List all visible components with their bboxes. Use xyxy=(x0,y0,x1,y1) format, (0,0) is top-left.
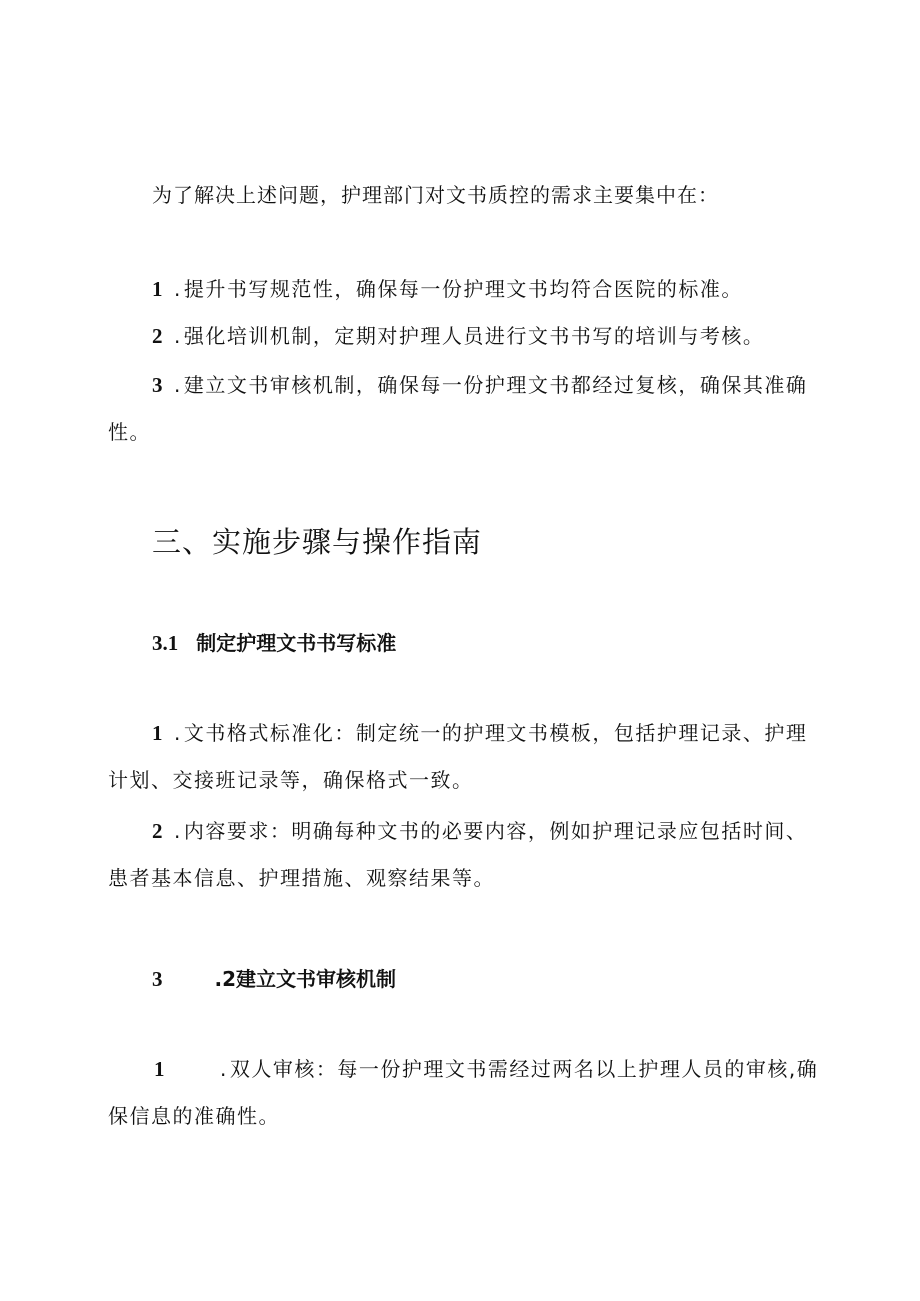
item-text: 双人审核：每一份护理文书需经过两名以上护理人员的审核,确保信息的准确性。 xyxy=(108,1057,819,1128)
item-text: 提升书写规范性，确保每一份护理文书均符合医院的标准。 xyxy=(183,277,743,301)
section-title: 三、实施步骤与操作指南 xyxy=(152,525,483,559)
subsection-title-3-1 xyxy=(152,628,396,658)
standard-item-1: 1 . 文书格式标准化：制定统一的护理文书模板，包括护理记录、护理计划、交接班记录等，确保格式一致。 xyxy=(108,710,828,804)
item-number: 2 xyxy=(152,819,164,843)
standard-item-2: 2 . 内容要求：明确每种文书的必要内容，例如护理记录应包括时间、患者基本信息、护理措施、观察结果等。 xyxy=(108,808,828,902)
subsection-heading: 制定护理文书书写标准 xyxy=(196,631,397,655)
need-item-3: 3 . 建立文书审核机制，确保每一份护理文书都经过复核，确保其准确性。 xyxy=(108,362,828,456)
item-number: 3 xyxy=(152,373,164,397)
item-text: 内容要求：明确每种文书的必要内容，例如护理记录应包括时间、患者基本信息、护理措施、观察结果等。 xyxy=(108,819,808,890)
subsection-number: 3 xyxy=(152,967,163,991)
item-number: 1 xyxy=(152,277,164,301)
item-number: 2 xyxy=(152,324,164,348)
review-item-1: 1 . 双人审核：每一份护理文书需经过两名以上护理人员的审核,确保信息的准确性。 xyxy=(108,1046,828,1140)
need-item-1: 1 . 提升书写规范性，确保每一份护理文书均符合医院的标准。 xyxy=(108,266,828,313)
item-number: 1 xyxy=(154,1057,166,1081)
item-text: 强化培训机制，定期对护理人员进行文书书写的培训与考核。 xyxy=(183,324,765,348)
need-item-2: 2 . 强化培训机制，定期对护理人员进行文书书写的培训与考核。 xyxy=(108,313,828,360)
subsection-title-3-2 xyxy=(152,964,396,994)
item-text: 建立文书审核机制，确保每一份护理文书都经过复核，确保其准确性。 xyxy=(108,373,808,444)
item-text: 文书格式标准化：制定统一的护理文书模板，包括护理记录、护理计划、交接班记录等，确保格式一致。 xyxy=(108,721,808,792)
item-number: 1 xyxy=(152,721,164,745)
subsection-heading: .2建立文书审核机制 xyxy=(214,967,397,991)
subsection-number: 3.1 xyxy=(152,631,179,655)
intro-paragraph: 为了解决上述问题，护理部门对文书质控的需求主要集中在： xyxy=(152,183,719,207)
